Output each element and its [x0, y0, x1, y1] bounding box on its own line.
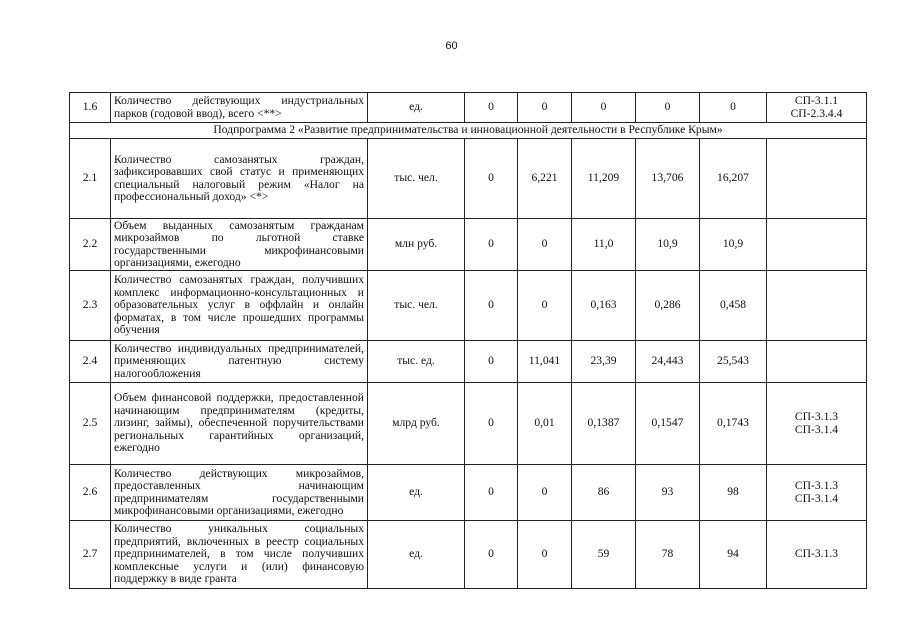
indicator-value: 24,443: [636, 341, 700, 383]
indicator-value: 86: [572, 465, 636, 521]
program-code-cell: [767, 465, 867, 521]
indicator-value: 0,1743: [700, 383, 767, 465]
indicator-value: 0,458: [700, 271, 767, 341]
indicator-value: 0: [700, 93, 767, 123]
indicator-value: 0: [518, 219, 572, 271]
table-row: [70, 521, 867, 589]
indicator-value: 59: [572, 521, 636, 589]
table-row: [70, 219, 867, 271]
indicator-name: Объем финансовой поддержки, предоставленной начинающим предпринимателям (кредиты, лизинг, займы), обеспеченной поручительствами региональных гарантийных организаций, ежегодно: [111, 383, 368, 465]
indicator-value: 6,221: [518, 139, 572, 219]
program-code-cell: [767, 521, 867, 589]
unit-of-measure: ед.: [368, 93, 465, 123]
indicator-value: 0: [465, 219, 518, 271]
program-code: СП-3.1.1: [794, 94, 839, 108]
table-row: [70, 271, 867, 341]
indicator-name: Количество действующих микрозаймов, предоставленных начинающим предпринимателям государственными микрофинансовыми организациями, ежегодно: [111, 465, 368, 521]
program-code: СП-3.1.3: [794, 410, 839, 424]
table-row: [70, 139, 867, 219]
indicator-value: 0: [465, 383, 518, 465]
program-code-cell: [767, 271, 867, 341]
indicator-name: Количество действующих индустриальных парков (годовой ввод), всего <**>: [111, 93, 368, 123]
indicator-value: 25,543: [700, 341, 767, 383]
indicator-value: 94: [700, 521, 767, 589]
indicator-value: 13,706: [636, 139, 700, 219]
unit-of-measure: млн руб.: [368, 219, 465, 271]
unit-of-measure: тыс. чел.: [368, 271, 465, 341]
program-code: СП-3.1.4: [794, 491, 839, 505]
indicator-name: Количество самозанятых граждан, зафиксировавших свой статус и применяющих специальный налоговый режим «Налог на профессиональный доход» <*>: [111, 139, 368, 219]
indicator-value: 0: [518, 271, 572, 341]
indicator-value: 0: [636, 93, 700, 123]
indicator-value: 0: [465, 139, 518, 219]
table-row: [70, 383, 867, 465]
indicator-value: 0: [572, 93, 636, 123]
indicator-value: 0: [465, 341, 518, 383]
program-code-cell: [767, 93, 867, 123]
table-body: [70, 93, 867, 589]
indicator-value: 0: [465, 521, 518, 589]
indicator-value: 93: [636, 465, 700, 521]
indicator-value: 0,01: [518, 383, 572, 465]
indicator-value: 0: [518, 93, 572, 123]
indicator-value: 78: [636, 521, 700, 589]
indicator-name: Объем выданных самозанятым гражданам микрозаймов по льготной ставке государственными микрофинансовыми организациями, ежегодно: [111, 219, 368, 271]
indicator-name: Количество индивидуальных предпринимателей, применяющих патентную систему налогообложения: [111, 341, 368, 383]
indicator-value: 0,1547: [636, 383, 700, 465]
program-code-cell: [767, 383, 867, 465]
indicator-value: 16,207: [700, 139, 767, 219]
unit-of-measure: ед.: [368, 521, 465, 589]
indicator-value: 10,9: [700, 219, 767, 271]
table-row: [70, 341, 867, 383]
indicator-value: 0: [465, 93, 518, 123]
subprogram-row: [70, 123, 867, 139]
program-code: СП-3.1.4: [794, 422, 839, 436]
row-number: 2.7: [70, 521, 111, 589]
row-number: 2.4: [70, 341, 111, 383]
unit-of-measure: тыс. ед.: [368, 341, 465, 383]
indicators-table: [69, 92, 867, 589]
row-number: 1.6: [70, 93, 111, 123]
program-code: СП-3.1.3: [794, 547, 839, 561]
indicator-value: 0: [465, 271, 518, 341]
indicator-value: 0,286: [636, 271, 700, 341]
subprogram-title: Подпрограмма 2 «Развитие предпринимательства и инновационной деятельности в Республике Крым»: [70, 123, 867, 139]
program-code-cell: [767, 139, 867, 219]
program-code: СП-3.1.3: [794, 479, 839, 493]
indicator-name: Количество самозанятых граждан, получивших комплекс информационно-консультационных и образовательных услуг в оффлайн и онлайн форматах, в том числе прошедших программы обучения: [111, 271, 368, 341]
row-number: 2.3: [70, 271, 111, 341]
program-code-cell: [767, 219, 867, 271]
row-number: 2.2: [70, 219, 111, 271]
table-row: [70, 465, 867, 521]
indicator-value: 11,0: [572, 219, 636, 271]
indicator-value: 0,163: [572, 271, 636, 341]
table-row: [70, 93, 867, 123]
unit-of-measure: млрд руб.: [368, 383, 465, 465]
indicator-value: 98: [700, 465, 767, 521]
indicator-name: Количество уникальных социальных предприятий, включенных в реестр социальных предпринимателей, в том числе получивших комплексные услуги и (или) финансовую поддержку в виде гранта: [111, 521, 368, 589]
row-number: 2.1: [70, 139, 111, 219]
indicator-value: 0,1387: [572, 383, 636, 465]
indicator-value: 11,209: [572, 139, 636, 219]
program-code: СП-2.3.4.4: [790, 106, 843, 120]
indicator-value: 0: [465, 465, 518, 521]
row-number: 2.6: [70, 465, 111, 521]
unit-of-measure: ед.: [368, 465, 465, 521]
indicator-value: 0: [518, 521, 572, 589]
row-number: 2.5: [70, 383, 111, 465]
indicator-value: 23,39: [572, 341, 636, 383]
indicator-value: 10,9: [636, 219, 700, 271]
unit-of-measure: тыс. чел.: [368, 139, 465, 219]
page-number: 60: [445, 40, 458, 52]
indicator-value: 11,041: [518, 341, 572, 383]
indicator-value: 0: [518, 465, 572, 521]
program-code-cell: [767, 341, 867, 383]
